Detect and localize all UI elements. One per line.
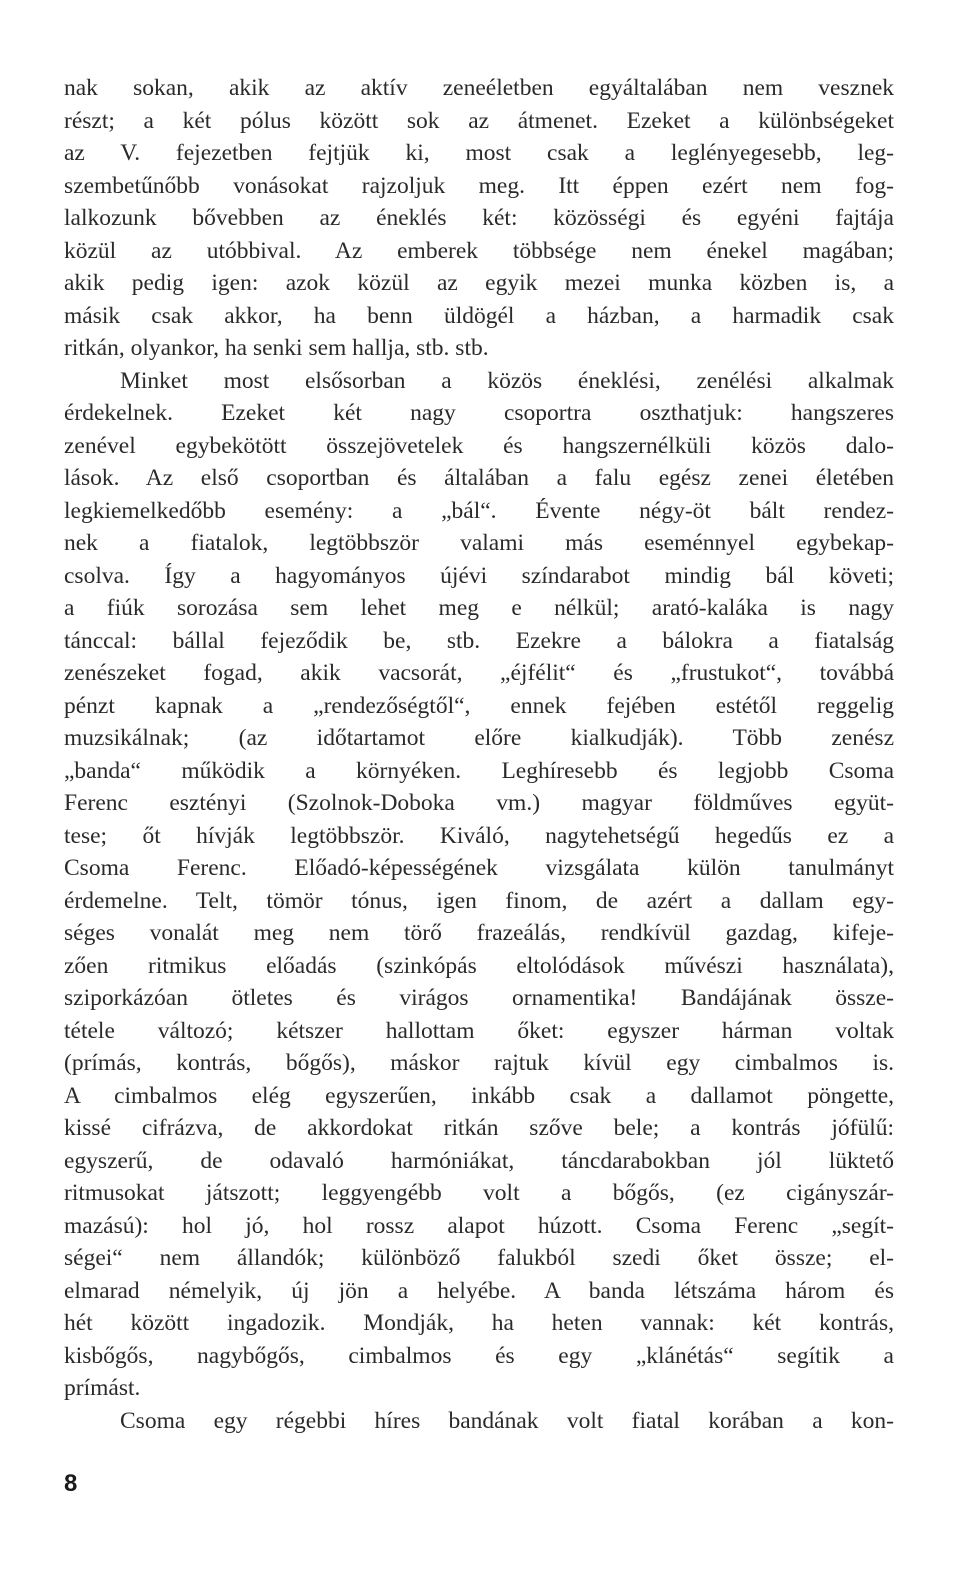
text-line: zenével egybekötött összejövetelek és hangszernélküli közös dalo- [64, 432, 894, 459]
text-line: ségei“ nem állandók; különböző falukból szedi őket össze; el- [64, 1245, 894, 1271]
body-text [64, 72, 894, 1437]
text-line: érdekelnek. Ezeket két nagy csoportra oszthatjuk: hangszeres [64, 400, 894, 426]
text-line: akik pedig igen: azok közül az egyik mezei munka közben is, a [64, 270, 894, 296]
text-line: A cimbalmos elég egyszerűen, inkább csak a dallamot pöngette, [64, 1082, 894, 1109]
text-line: nak sokan, akik az aktív zeneéletben egyáltalában nem vesznek [64, 75, 894, 101]
text-line: elmarad némelyik, új jön a helyébe. A banda létszáma három és [64, 1277, 894, 1304]
text-line: lalkozunk bővebben az éneklés két: közösségi és egyéni fajtája [64, 205, 894, 231]
text-line: tétele változó; kétszer hallottam őket: egyszer hárman voltak [64, 1017, 894, 1044]
text-line: részt; a két pólus között sok az átmenet. Ezeket a különbségeket [64, 107, 894, 134]
text-line: szembetűnőbb vonásokat rajzoljuk meg. Itt éppen ezért nem fog- [64, 172, 894, 199]
text-line: séges vonalát meg nem törő frazeálás, rendkívül gazdag, kifeje- [64, 920, 894, 946]
text-line: lások. Az első csoportban és általában a falu egész zenei életében [64, 465, 894, 491]
text-line: Csoma Ferenc. Előadó-képességének vizsgálata külön tanulmányt [64, 855, 894, 881]
text-line: csolva. Így a hagyományos újévi színdarabot mindig bál követi; [64, 562, 894, 589]
text-line: a fiúk sorozása sem lehet meg e nélkül; arató-kaláka is nagy [64, 595, 894, 621]
text-line: az V. fejezetben fejtjük ki, most csak a leglényegesebb, leg- [64, 140, 894, 166]
text-line: zően ritmikus előadás (szinkópás eltolódások művészi használata), [64, 952, 894, 979]
text-line: tese; őt hívják legtöbbször. Kiváló, nagytehetségű hegedűs ez a [64, 822, 894, 849]
text-line: érdemelne. Telt, tömör tónus, igen finom, de azért a dallam egy- [64, 887, 894, 914]
text-line: hét között ingadozik. Mondják, ha heten vannak: két kontrás, [64, 1310, 894, 1336]
text-line: legkiemelkedőbb esemény: a „bál“. Évente négy-öt bált rendez- [64, 497, 894, 524]
text-line: tánccal: bállal fejeződik be, stb. Ezekre a bálokra a fiatalság [64, 627, 894, 654]
text-line: nek a fiatalok, legtöbbször valami más eseménnyel egybekap- [64, 530, 894, 556]
text-line: pénzt kapnak a „rendezőségtől“, ennek fejében estétől reggelig [64, 692, 894, 719]
text-line: sziporkázóan ötletes és virágos ornamentika! Bandájának össze- [64, 985, 894, 1011]
text-line: ritkán, olyankor, ha senki sem hallja, stb. stb. [64, 335, 489, 361]
text-line: kisbőgős, nagybőgős, cimbalmos és egy „klánétás“ segítik a [64, 1342, 894, 1369]
text-line: másik csak akkor, ha benn üldögél a házban, a harmadik csak [64, 302, 894, 329]
text-line: (prímás, kontrás, bőgős), máskor rajtuk kívül egy cimbalmos is. [64, 1050, 894, 1076]
text-line: ritmusokat játszott; leggyengébb volt a bőgős, (ez cigányszár- [64, 1180, 894, 1206]
text-line: muzsikálnak; (az időtartamot előre kialkudják). Több zenész [64, 725, 894, 751]
text-line: Minket most elsősorban a közös éneklési, zenélési alkalmak [120, 367, 894, 394]
text-line: prímást. [64, 1375, 141, 1401]
text-line: Ferenc esztényi (Szolnok-Doboka vm.) magyar földműves együt- [64, 790, 894, 816]
text-line: egyszerű, de odavaló harmóniákat, táncdarabokban jól lüktető [64, 1147, 894, 1174]
text-line: mazású): hol jó, hol rossz alapot húzott. Csoma Ferenc „segít- [64, 1212, 894, 1239]
text-line: zenészeket fogad, akik vacsorát, „éjfélit“ és „frustukot“, továbbá [64, 660, 894, 686]
text-line: Csoma egy régebbi híres bandának volt fiatal korában a kon- [120, 1407, 894, 1434]
page-number: 8 [64, 1470, 78, 1497]
text-line: „banda“ működik a környéken. Leghíresebb és legjobb Csoma [64, 757, 894, 784]
text-line: közül az utóbbival. Az emberek többsége nem énekel magában; [64, 237, 894, 264]
text-line: kissé cifrázva, de akkordokat ritkán szőve bele; a kontrás jófülű: [64, 1115, 894, 1141]
